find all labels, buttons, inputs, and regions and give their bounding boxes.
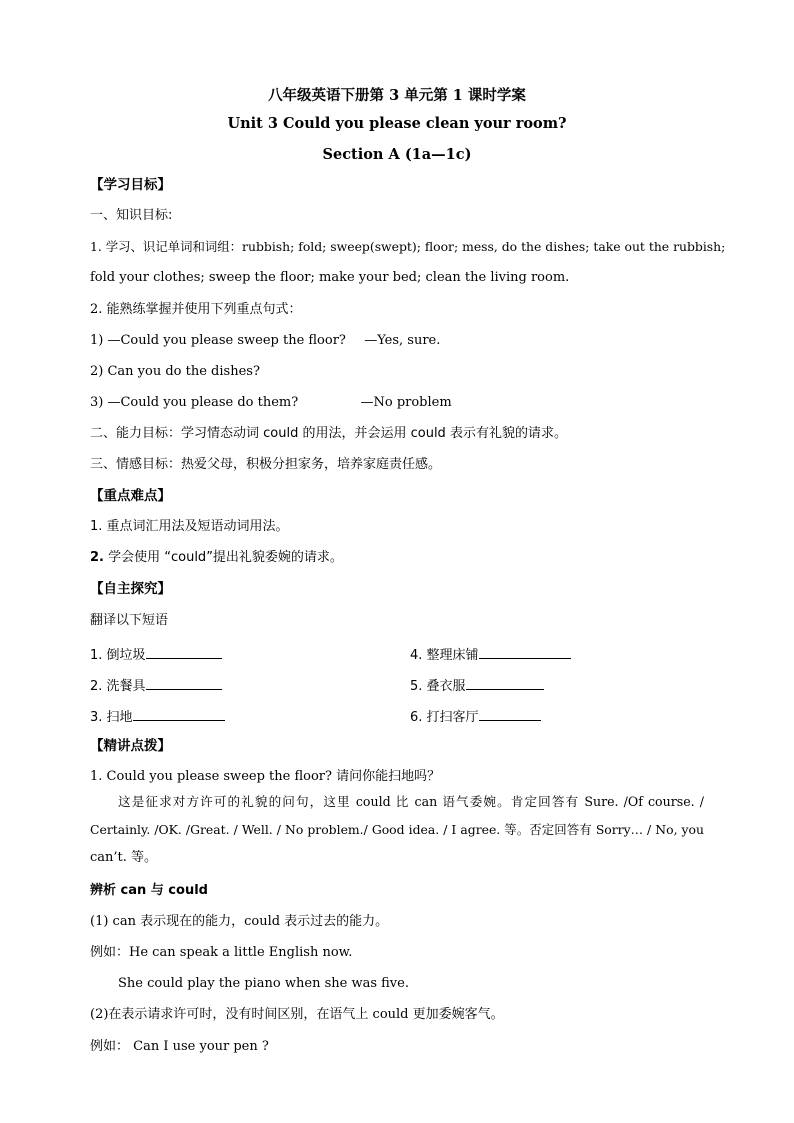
objectives-heading: 【学习目标】: [90, 177, 171, 193]
compare-heading: 辨析 can 与 could: [90, 883, 208, 898]
answer-blank[interactable]: [479, 706, 541, 721]
example-1: 例如：He can speak a little English now.: [90, 945, 353, 960]
explanation-heading: 【精讲点拨】: [90, 738, 171, 754]
key-point-2: [90, 549, 704, 567]
ability-goal: 二、能力目标：学习情态动词 could 的用法，并会运用 could 表示有礼貌的请求。: [90, 426, 567, 441]
sentence-1-answer: —Yes, sure.: [364, 333, 441, 348]
knowledge-heading: 一、知识目标:: [90, 208, 173, 223]
compare-point-1: (1) can 表示现在的能力，could 表示过去的能力。: [90, 914, 389, 929]
sentence-1: [90, 332, 704, 350]
example-2: 例如： Can I use your pen ?: [90, 1039, 269, 1054]
key-points-heading: 【重点难点】: [90, 488, 171, 504]
sentence-3: [90, 394, 704, 412]
document-title: 八年级英语下册第 3 单元第 1 课时学案: [268, 87, 526, 104]
phrase-item-3: 3. 扫地: [90, 706, 704, 727]
explanation-paragraph-line-1: 这是征求对方许可的礼貌的问句，这里 could 比 can 语气委婉。肯定回答有 Sure. /Of course. /: [118, 794, 704, 809]
vocab-line-1: 1. 学习、识记单词和词组：rubbish; fold; sweep(swept); floor; mess, do the dishes; take out the rubbish;: [90, 239, 726, 254]
sentence-3-answer: —No problem: [360, 395, 452, 410]
emotion-goal: 三、情感目标：热爱父母，积极分担家务，培养家庭责任感。: [90, 457, 442, 472]
key-point-2-text: 学会使用 “could”提出礼貌委婉的请求。: [103, 550, 343, 565]
unit-title: Unit 3 Could you please clean your room?: [227, 115, 567, 132]
explanation-paragraph-line-3: can’t. 等。: [90, 850, 158, 865]
answer-blank[interactable]: [146, 644, 222, 659]
translate-instruction: 翻译以下短语: [90, 613, 169, 628]
explanation-paragraph-line-2: Certainly. /OK. /Great. / Well. / No problem./ Good idea. / I agree. 等。否定回答有 Sorry… / No, you: [90, 822, 704, 837]
sentence-2: 2) Can you do the dishes?: [90, 364, 260, 379]
phrase-item-2: 2. 洗餐具: [90, 675, 704, 696]
phrase-item-1: 1. 倒垃圾: [90, 644, 704, 665]
sentence-3-question: 3) —Could you please do them?: [90, 395, 299, 410]
self-study-heading: 【自主探究】: [90, 581, 171, 597]
phrase-item-6: 6. 打扫客厅: [410, 706, 541, 727]
sentence-heading: 2. 能熟练掌握并使用下列重点句式：: [90, 302, 302, 317]
explanation-point-1: 1. Could you please sweep the floor? 请问你能扫地吗？: [90, 769, 441, 784]
key-point-2-number: 2.: [90, 550, 104, 565]
phrase-item-4: 4. 整理床铺: [410, 644, 571, 665]
phrase-item-5: 5. 叠衣服: [410, 675, 544, 696]
section-title: Section A (1a—1c): [322, 146, 472, 163]
answer-blank[interactable]: [479, 644, 571, 659]
vocab-line-2: fold your clothes; sweep the floor; make your bed; clean the living room.: [90, 270, 570, 285]
answer-blank[interactable]: [146, 675, 222, 690]
key-point-1: 1. 重点词汇用法及短语动词用法。: [90, 519, 289, 534]
sentence-1-question: 1) —Could you please sweep the floor?: [90, 333, 346, 348]
answer-blank[interactable]: [466, 675, 544, 690]
example-1-b: She could play the piano when she was five.: [118, 976, 409, 991]
compare-point-2: (2)在表示请求许可时，没有时间区别，在语气上 could 更加委婉客气。: [90, 1007, 504, 1022]
answer-blank[interactable]: [133, 706, 225, 721]
